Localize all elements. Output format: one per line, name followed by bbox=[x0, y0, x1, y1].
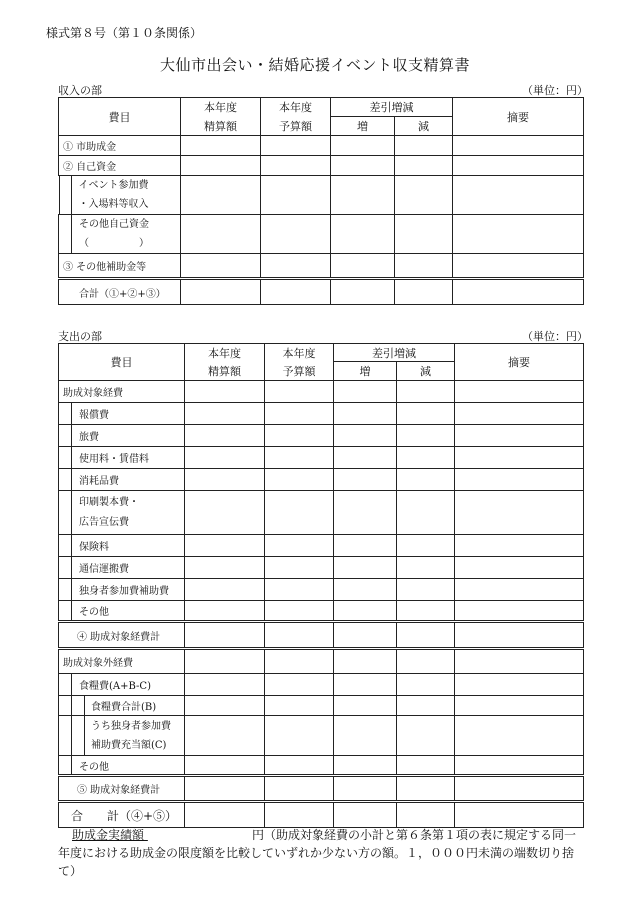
income-header-diff: 差引増減 bbox=[331, 98, 453, 117]
expense-cell[interactable] bbox=[185, 425, 265, 447]
income-cell[interactable] bbox=[395, 254, 453, 279]
expense-cell[interactable] bbox=[334, 674, 397, 696]
expense-cell[interactable] bbox=[185, 776, 265, 802]
expense-cell[interactable] bbox=[334, 601, 397, 622]
expense-subtotal-row bbox=[59, 622, 584, 649]
expense-cell[interactable] bbox=[397, 557, 455, 579]
footer-note-block bbox=[58, 826, 588, 880]
expense-row-text-line2: 補助費充当額(C) bbox=[91, 739, 167, 751]
expense-table bbox=[58, 343, 584, 828]
income-row-label: ② 自己資金 bbox=[59, 156, 181, 176]
expense-cell[interactable] bbox=[334, 469, 397, 491]
expense-cell[interactable] bbox=[455, 469, 584, 491]
expense-row-text: 旅費 bbox=[79, 432, 99, 443]
expense-total-label: 合 計（④+⑤） bbox=[59, 802, 185, 828]
expense-cell[interactable] bbox=[397, 579, 455, 601]
subsidy-amount-label: 助成金実績額 bbox=[72, 828, 145, 842]
expense-cell[interactable] bbox=[455, 425, 584, 447]
table-row bbox=[59, 601, 584, 622]
table-row bbox=[59, 579, 584, 601]
income-cell[interactable] bbox=[331, 254, 395, 279]
table-row bbox=[59, 176, 584, 215]
expense-row-label: 助成対象経費 bbox=[59, 381, 185, 403]
expense-cell[interactable] bbox=[397, 491, 455, 535]
expense-row-label bbox=[59, 756, 185, 776]
expense-header-budget-2: 予算額 bbox=[265, 362, 334, 381]
expense-cell[interactable] bbox=[185, 469, 265, 491]
expense-cell[interactable] bbox=[334, 776, 397, 802]
income-header-item: 費目 bbox=[59, 98, 181, 136]
income-cell[interactable] bbox=[331, 215, 395, 254]
expense-cell[interactable] bbox=[397, 696, 455, 716]
income-table bbox=[58, 97, 584, 305]
income-cell[interactable] bbox=[181, 136, 261, 156]
expense-cell[interactable] bbox=[455, 447, 584, 469]
expense-row-text-line1: うち独身者参加費 bbox=[91, 720, 171, 732]
expense-row-text-line2: 広告宣伝費 bbox=[79, 516, 129, 528]
expense-cell[interactable] bbox=[397, 776, 455, 802]
income-row-label-line1: イベント参加費 bbox=[78, 180, 149, 191]
expense-cell[interactable] bbox=[455, 716, 584, 756]
expense-cell[interactable] bbox=[455, 756, 584, 776]
expense-row-text: 食糧費(A+B-C) bbox=[79, 681, 151, 692]
expense-cell[interactable] bbox=[397, 674, 455, 696]
income-header-budget: 本年度 bbox=[261, 98, 331, 117]
expense-cell[interactable] bbox=[334, 381, 397, 403]
income-unit-label: （単位：円） bbox=[522, 84, 588, 97]
expense-header-actual-2: 精算額 bbox=[185, 362, 265, 381]
expense-row-text: 報償費 bbox=[79, 410, 109, 421]
expense-cell[interactable] bbox=[265, 756, 334, 776]
expense-cell[interactable] bbox=[397, 403, 455, 425]
expense-cell[interactable] bbox=[265, 802, 334, 828]
expense-total-row bbox=[59, 802, 584, 828]
expense-row-label bbox=[59, 696, 185, 716]
subsidy-amount-field[interactable] bbox=[144, 826, 252, 844]
expense-cell[interactable] bbox=[334, 579, 397, 601]
expense-cell[interactable] bbox=[265, 622, 334, 649]
expense-cell[interactable] bbox=[397, 469, 455, 491]
income-row-label-line1: その他自己資金 bbox=[79, 219, 149, 230]
expense-row-text: 通信運搬費 bbox=[79, 564, 129, 575]
income-cell[interactable] bbox=[261, 215, 331, 254]
expense-cell[interactable] bbox=[265, 469, 334, 491]
expense-cell[interactable] bbox=[397, 425, 455, 447]
income-cell[interactable] bbox=[261, 176, 331, 215]
table-row bbox=[59, 756, 584, 776]
expense-cell[interactable] bbox=[185, 696, 265, 716]
expense-cell[interactable] bbox=[397, 622, 455, 649]
income-section-title: 収入の部 bbox=[58, 84, 102, 97]
expense-cell[interactable] bbox=[265, 776, 334, 802]
income-cell[interactable] bbox=[453, 254, 584, 279]
expense-cell[interactable] bbox=[185, 756, 265, 776]
expense-cell[interactable] bbox=[265, 447, 334, 469]
table-row bbox=[59, 674, 584, 696]
expense-row-label bbox=[59, 601, 185, 622]
table-row bbox=[59, 254, 584, 279]
income-cell[interactable] bbox=[331, 279, 395, 305]
expense-row-label: 助成対象外経費 bbox=[59, 649, 185, 674]
expense-cell[interactable] bbox=[334, 535, 397, 557]
expense-cell[interactable] bbox=[334, 716, 397, 756]
expense-header-note: 摘要 bbox=[455, 344, 584, 381]
expense-cell[interactable] bbox=[455, 776, 584, 802]
income-header-row bbox=[59, 98, 584, 117]
page-title: 大仙市出会い・結婚応援イベント収支精算書 bbox=[159, 56, 470, 74]
subsidy-amount-note: （助成対象経費の小計と第６条第１項の表に規定する同一年度における助成金の限度額を比較していずれか少ない方の額。１，０００円未満の端数切り捨て） bbox=[58, 828, 577, 878]
expense-row-label bbox=[59, 579, 185, 601]
income-header-budget-2: 予算額 bbox=[261, 117, 331, 136]
income-cell[interactable] bbox=[181, 156, 261, 176]
expense-cell[interactable] bbox=[397, 716, 455, 756]
expense-header-row bbox=[59, 344, 584, 362]
expense-cell[interactable] bbox=[455, 674, 584, 696]
income-cell[interactable] bbox=[453, 176, 584, 215]
expense-cell[interactable] bbox=[265, 674, 334, 696]
form-number: 様式第８号（第１０条関係） bbox=[46, 26, 203, 40]
expense-cell[interactable] bbox=[265, 381, 334, 403]
expense-cell[interactable] bbox=[334, 403, 397, 425]
income-header-note: 摘要 bbox=[453, 98, 584, 136]
expense-subtotal-5-label: ⑤ 助成対象経費計 bbox=[59, 776, 185, 802]
expense-row-text: 独身者参加費補助費 bbox=[79, 586, 169, 597]
expense-header-increase: 増 bbox=[334, 362, 397, 381]
expense-cell[interactable] bbox=[265, 716, 334, 756]
income-cell[interactable] bbox=[395, 136, 453, 156]
expense-row-label bbox=[59, 716, 185, 756]
expense-cell[interactable] bbox=[455, 649, 584, 674]
expense-cell[interactable] bbox=[455, 622, 584, 649]
expense-subtotal-row bbox=[59, 776, 584, 802]
expense-row-text-line1: 印刷製本費・ bbox=[79, 496, 139, 508]
expense-subtotal-4-label: ④ 助成対象経費計 bbox=[59, 622, 185, 649]
expense-cell[interactable] bbox=[397, 381, 455, 403]
expense-header-item: 費目 bbox=[59, 344, 185, 381]
income-cell[interactable] bbox=[453, 156, 584, 176]
table-row bbox=[59, 649, 584, 674]
table-row bbox=[59, 557, 584, 579]
expense-cell[interactable] bbox=[185, 802, 265, 828]
expense-cell[interactable] bbox=[455, 601, 584, 622]
expense-cell[interactable] bbox=[455, 381, 584, 403]
income-row-label-line2: ・入場料等収入 bbox=[78, 199, 149, 210]
expense-cell[interactable] bbox=[334, 649, 397, 674]
expense-cell[interactable] bbox=[455, 535, 584, 557]
expense-cell[interactable] bbox=[397, 802, 455, 828]
income-cell[interactable] bbox=[395, 176, 453, 215]
expense-cell[interactable] bbox=[265, 649, 334, 674]
expense-section-title: 支出の部 bbox=[58, 330, 102, 343]
income-row-label: ③ その他補助金等 bbox=[59, 254, 181, 279]
expense-header-actual: 本年度 bbox=[185, 344, 265, 362]
expense-cell[interactable] bbox=[185, 579, 265, 601]
expense-unit-label: （単位：円） bbox=[522, 330, 588, 343]
expense-cell[interactable] bbox=[185, 403, 265, 425]
income-cell[interactable] bbox=[395, 215, 453, 254]
expense-row-text: 保険料 bbox=[79, 542, 109, 553]
table-row bbox=[59, 491, 584, 535]
expense-cell[interactable] bbox=[455, 557, 584, 579]
expense-cell[interactable] bbox=[334, 696, 397, 716]
expense-cell[interactable] bbox=[455, 491, 584, 535]
income-header-increase: 増 bbox=[331, 117, 395, 136]
expense-row-label bbox=[59, 425, 185, 447]
subsidy-amount-unit: 円 bbox=[252, 828, 265, 842]
expense-cell[interactable] bbox=[185, 601, 265, 622]
expense-row-label bbox=[59, 557, 185, 579]
expense-cell[interactable] bbox=[455, 579, 584, 601]
expense-row-text: その他 bbox=[79, 761, 109, 773]
expense-cell[interactable] bbox=[397, 447, 455, 469]
expense-row-label bbox=[59, 535, 185, 557]
expense-row-text: 食糧費合計(B) bbox=[91, 702, 157, 713]
income-total-label: 合計（①+②+③） bbox=[59, 279, 181, 305]
expense-cell[interactable] bbox=[397, 649, 455, 674]
expense-cell[interactable] bbox=[265, 579, 334, 601]
expense-row-label bbox=[59, 469, 185, 491]
income-row-label-line2: （ ） bbox=[79, 238, 149, 249]
expense-cell[interactable] bbox=[265, 696, 334, 716]
expense-cell[interactable] bbox=[265, 425, 334, 447]
expense-cell[interactable] bbox=[185, 447, 265, 469]
income-row-label: ① 市助成金 bbox=[59, 136, 181, 156]
expense-header-decrease: 減 bbox=[397, 362, 455, 381]
expense-cell[interactable] bbox=[185, 557, 265, 579]
income-row-label bbox=[59, 176, 181, 215]
expense-cell[interactable] bbox=[265, 601, 334, 622]
income-header-actual: 本年度 bbox=[181, 98, 261, 117]
expense-cell[interactable] bbox=[265, 403, 334, 425]
table-row bbox=[59, 535, 584, 557]
income-cell[interactable] bbox=[331, 156, 395, 176]
income-row-label bbox=[59, 215, 181, 254]
income-header-actual-2: 精算額 bbox=[181, 117, 261, 136]
income-cell[interactable] bbox=[453, 136, 584, 156]
table-row bbox=[59, 381, 584, 403]
expense-cell[interactable] bbox=[185, 649, 265, 674]
table-row bbox=[59, 716, 584, 756]
expense-cell[interactable] bbox=[185, 622, 265, 649]
expense-row-text: 使用料・賃借料 bbox=[79, 454, 149, 465]
table-row bbox=[59, 447, 584, 469]
expense-cell[interactable] bbox=[185, 381, 265, 403]
table-row bbox=[59, 403, 584, 425]
income-cell[interactable] bbox=[181, 254, 261, 279]
table-row bbox=[59, 469, 584, 491]
expense-row-label bbox=[59, 403, 185, 425]
income-cell[interactable] bbox=[261, 136, 331, 156]
expense-cell[interactable] bbox=[185, 716, 265, 756]
expense-cell[interactable] bbox=[334, 447, 397, 469]
expense-cell[interactable] bbox=[334, 557, 397, 579]
income-cell[interactable] bbox=[395, 156, 453, 176]
expense-row-text: 消耗品費 bbox=[79, 476, 119, 487]
expense-row-label bbox=[59, 491, 185, 535]
expense-cell[interactable] bbox=[334, 491, 397, 535]
table-row bbox=[59, 136, 584, 156]
expense-cell[interactable] bbox=[185, 535, 265, 557]
income-cell[interactable] bbox=[331, 176, 395, 215]
expense-cell[interactable] bbox=[334, 622, 397, 649]
expense-cell[interactable] bbox=[334, 756, 397, 776]
expense-row-label bbox=[59, 447, 185, 469]
income-total-row bbox=[59, 279, 584, 305]
income-cell[interactable] bbox=[453, 215, 584, 254]
expense-cell[interactable] bbox=[185, 491, 265, 535]
expense-cell[interactable] bbox=[265, 491, 334, 535]
expense-cell[interactable] bbox=[455, 403, 584, 425]
expense-cell[interactable] bbox=[265, 535, 334, 557]
income-cell[interactable] bbox=[395, 279, 453, 305]
income-cell[interactable] bbox=[261, 156, 331, 176]
expense-cell[interactable] bbox=[455, 696, 584, 716]
income-cell[interactable] bbox=[261, 254, 331, 279]
income-cell[interactable] bbox=[181, 176, 261, 215]
income-cell[interactable] bbox=[331, 136, 395, 156]
table-row bbox=[59, 425, 584, 447]
table-row bbox=[59, 215, 584, 254]
expense-cell[interactable] bbox=[397, 601, 455, 622]
expense-cell[interactable] bbox=[397, 756, 455, 776]
income-cell[interactable] bbox=[453, 279, 584, 305]
expense-row-text: その他 bbox=[79, 607, 109, 618]
income-cell[interactable] bbox=[261, 279, 331, 305]
income-cell[interactable] bbox=[181, 215, 261, 254]
expense-cell[interactable] bbox=[334, 425, 397, 447]
table-row bbox=[59, 156, 584, 176]
table-row bbox=[59, 696, 584, 716]
income-cell[interactable] bbox=[181, 279, 261, 305]
expense-row-label bbox=[59, 674, 185, 696]
income-header-decrease: 減 bbox=[395, 117, 453, 136]
expense-cell[interactable] bbox=[265, 557, 334, 579]
expense-cell[interactable] bbox=[397, 535, 455, 557]
expense-header-budget: 本年度 bbox=[265, 344, 334, 362]
expense-cell[interactable] bbox=[185, 674, 265, 696]
expense-header-diff: 差引増減 bbox=[334, 344, 455, 362]
expense-cell[interactable] bbox=[334, 802, 397, 828]
expense-cell[interactable] bbox=[455, 802, 584, 828]
